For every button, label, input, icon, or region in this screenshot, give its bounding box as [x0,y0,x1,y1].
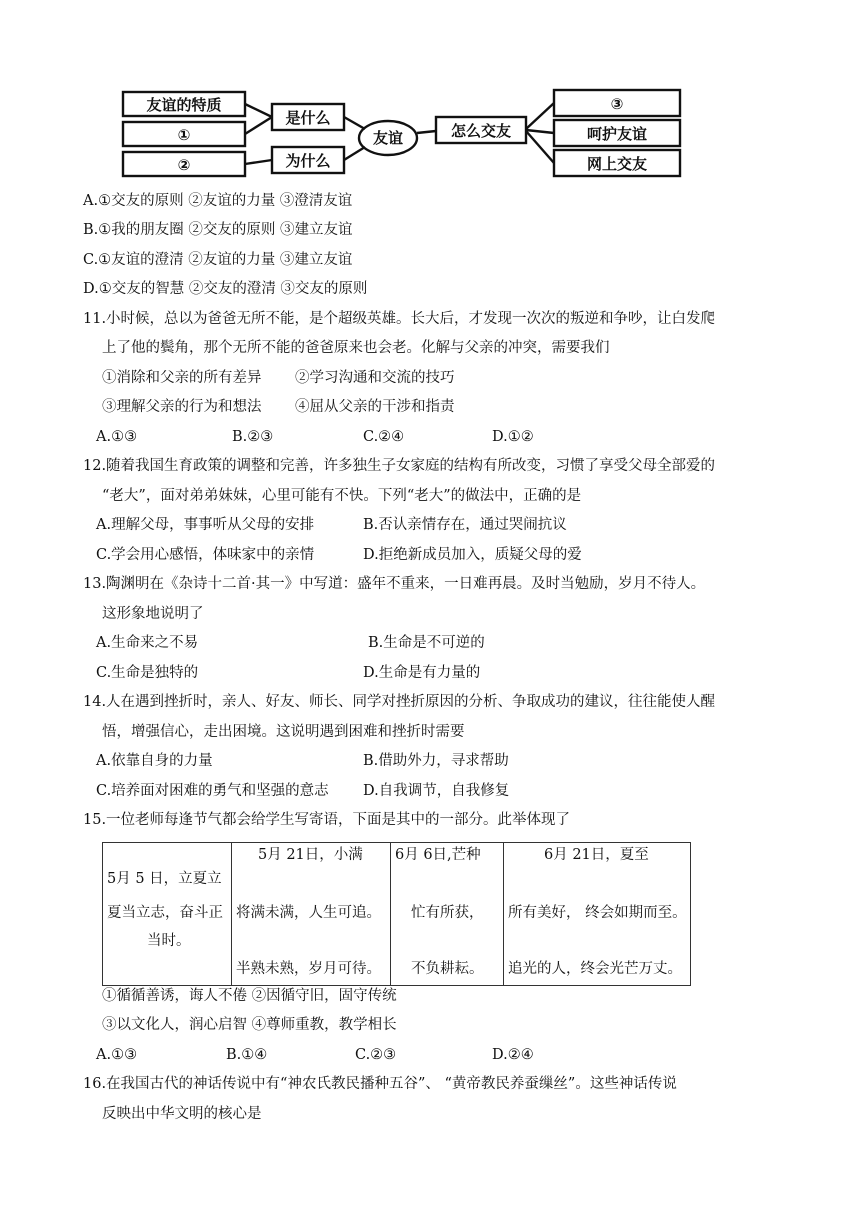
q11-option-b: B.②③ [232,429,274,445]
xiazhi-line2: 追光的人，终会光芒万丈。 [508,961,682,977]
mangzhong-line2: 不负耕耘。 [411,961,484,977]
xiaoman-line1: 将满未满，人生可追。 [236,905,381,921]
q14-option-c: C.培养面对困难的勇气和坚强的意志 [96,783,329,799]
xiazhi-line1: 所有美好， 终会如期而至。 [508,905,687,921]
solar-term-messages-table [102,842,691,986]
q15-option-a: A.①③ [96,1047,138,1063]
q15-option-b: B.①④ [226,1047,268,1063]
q13-option-d: D.生命是有力量的 [363,665,481,681]
diagram-label-why: 为什么 [285,152,331,170]
xiaoman-heading: 5月 21日，小满 [258,847,363,863]
q15-stem: 15.一位老师每逢节气都会给学生写寄语，下面是其中的一部分。此举体现了 [83,812,571,828]
lixia-line2: 夏当立志，奋斗正 [107,905,223,921]
q11-statement-2: ②学习沟通和交流的技巧 [295,370,455,386]
q14-option-a: A.依靠自身的力量 [96,753,213,769]
table-cell-lixia [103,843,232,986]
q10-option-a: A.①交友的原则 ②友谊的力量 ③澄清友谊 [83,193,353,209]
q15-option-c: C.②③ [355,1047,397,1063]
q14-option-d: D.自我调节，自我修复 [363,783,510,799]
lixia-line1: 5月 5 日，立夏立 [107,871,222,887]
q13-option-a: A.生命来之不易 [96,635,199,651]
q12-option-a: A.理解父母，事事听从父母的安排 [96,517,315,533]
q10-option-d: D.①交友的智慧 ②交友的澄清 ③交友的原则 [83,281,368,297]
q14-option-b: B.借助外力，寻求帮助 [363,753,509,769]
diagram-label-traits: 友谊的特质 [146,96,222,114]
diagram-label-cherish: 呵护友谊 [586,125,648,143]
q14-stem-line2: 悟，增强信心，走出困境。这说明遇到困难和挫折时需要 [102,724,465,740]
q12-option-d: D.拒绝新成员加入，质疑父母的爱 [363,547,582,563]
q11-option-c: C.②④ [363,429,405,445]
q12-option-c: C.学会用心感悟，体味家中的亲情 [96,547,315,563]
xiaoman-line2: 半熟未熟，岁月可待。 [236,961,381,977]
friendship-mind-map [0,0,860,190]
q12-stem-line1: 12.随着我国生育政策的调整和完善，许多独生子女家庭的结构有所改变，习惯了享受父母全部爱的 [83,458,716,474]
q10-option-c: C.①友谊的澄清 ②友谊的力量 ③建立友谊 [83,252,353,268]
mangzhong-heading: 6月 6日,芒种 [395,847,481,863]
q11-stem-line1: 11.小时候，总以为爸爸无所不能，是个超级英雄。长大后，才发现一次次的叛逆和争吵，让白发爬 [83,311,716,327]
diagram-label-online: 网上交友 [586,155,648,173]
table-cell-xiazhi [504,843,691,986]
diagram-label-blank3: ③ [610,95,624,113]
q16-stem-line1: 16.在我国古代的神话传说中有“神农氏教民播种五谷”、 “黄帝教民养蚕缫丝”。这些神话传说 [83,1076,677,1092]
diagram-label-what: 是什么 [285,109,331,127]
q16-stem-line2: 反映出中华文明的核心是 [102,1106,262,1122]
q14-stem-line1: 14.人在遇到挫折时，亲人、好友、师长、同学对挫折原因的分析、争取成功的建议，往往能使人醒 [83,694,716,710]
q11-statement-3: ③理解父亲的行为和想法 [102,399,262,415]
q11-option-a: A.①③ [96,429,138,445]
table-cell-mangzhong [391,843,504,986]
q11-option-d: D.①② [492,429,534,445]
diagram-label-blank2: ② [177,156,191,174]
q13-option-c: C.生命是独特的 [96,665,199,681]
xiazhi-heading: 6月 21日，夏至 [544,847,649,863]
table-cell-xiaoman [232,843,391,986]
q13-option-b: B.生命是不可逆的 [368,635,485,651]
q15-statements-34: ③以文化人，润心启智 ④尊师重教，教学相长 [102,1017,397,1033]
mangzhong-line1: 忙有所获， [411,905,484,921]
lixia-line3: 当时。 [147,933,191,949]
q10-option-b: B.①我的朋友圈 ②交友的原则 ③建立友谊 [83,222,353,238]
q11-statement-4: ④屈从父亲的干涉和指责 [295,399,455,415]
diagram-label-how: 怎么交友 [450,122,512,140]
diagram-label-blank1: ① [177,126,191,144]
q15-statements-12: ①循循善诱，诲人不倦 ②因循守旧，固守传统 [102,988,397,1004]
q15-option-d: D.②④ [492,1047,534,1063]
q12-option-b: B.否认亲情存在，通过哭闹抗议 [363,517,567,533]
diagram-label-center: 友谊 [372,129,404,147]
q11-statement-1: ①消除和父亲的所有差异 [102,370,262,386]
q12-stem-line2: “老大”，面对弟弟妹妹，心里可能有不快。下列“老大”的做法中，正确的是 [102,488,582,504]
q13-stem-line1: 13.陶渊明在《杂诗十二首·其一》中写道：盛年不重来，一日难再晨。及时当勉励，岁月不待人。 [83,576,706,592]
q11-stem-line2: 上了他的鬓角，那个无所不能的爸爸原来也会老。化解与父亲的冲突，需要我们 [102,340,610,356]
q13-stem-line2: 这形象地说明了 [102,606,204,622]
